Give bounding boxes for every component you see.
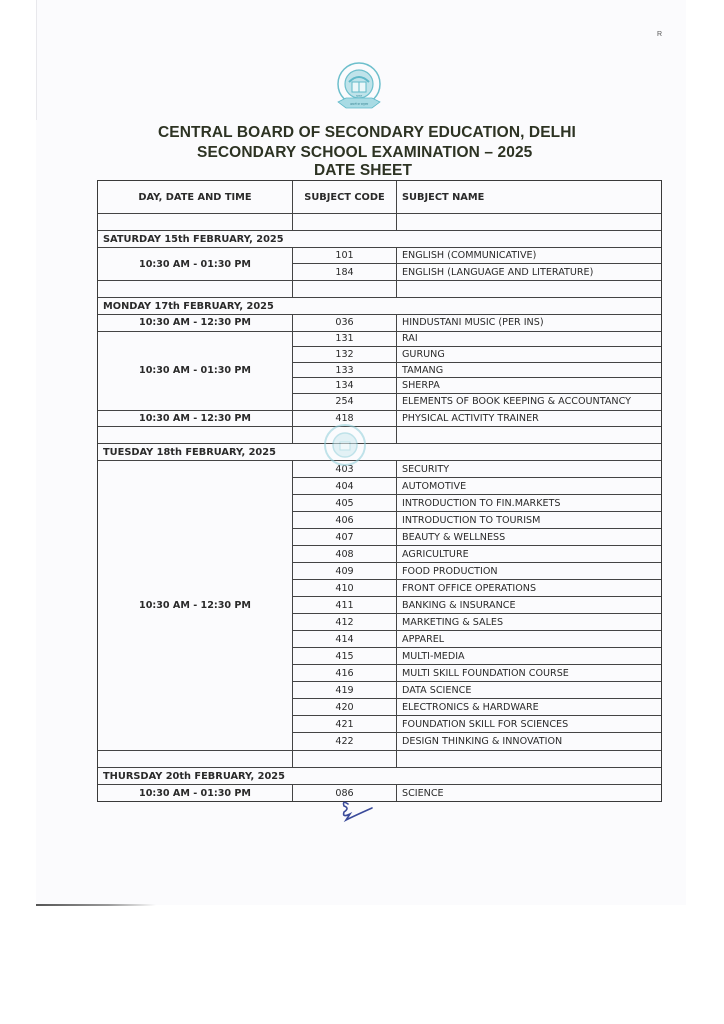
table-row [293,733,661,750]
subject-name: TAMANG [402,364,444,376]
table-row [293,363,661,379]
table-row [293,495,661,512]
date-sheet-table [97,180,662,802]
subject-name: FRONT OFFICE OPERATIONS [402,582,537,594]
blank-cell [98,281,293,297]
subject-code: 086 [293,785,397,801]
subject-code: 407 [293,529,397,545]
subject-code: 403 [293,461,397,477]
column-header-subject-code: SUBJECT CODE [293,181,397,213]
exam-time: 10:30 AM - 01:30 PM [98,332,293,410]
time-slot-group [98,411,661,428]
signature-mark-icon [338,796,378,826]
table-row [293,682,661,699]
subject-code: 132 [293,347,397,362]
cbse-emblem-icon [324,60,394,120]
time-slot-group [98,785,661,801]
blank-cell [98,214,293,230]
subject-code: 254 [293,394,397,410]
subject-name: ELECTRONICS & HARDWARE [402,701,539,713]
subject-name: GURUNG [402,348,445,360]
subject-name: MULTI-MEDIA [402,650,465,662]
table-row [293,546,661,563]
table-row [293,597,661,614]
emblem-center-text: भारत [355,94,363,98]
table-row [293,580,661,597]
exam-title: SECONDARY SCHOOL EXAMINATION – 2025 [197,144,533,161]
subject-name: FOUNDATION SKILL FOR SCIENCES [402,718,569,730]
column-header-day-date-time: DAY, DATE AND TIME [98,181,293,213]
page-marker: R [657,31,663,38]
day-date-row: MONDAY 17th FEBRUARY, 2025 [98,298,661,315]
subject-list [293,248,661,280]
subject-name: INTRODUCTION TO FIN.MARKETS [402,497,561,509]
table-header-row [98,181,661,214]
subject-list [293,315,661,331]
day-date-row: SATURDAY 15th FEBRUARY, 2025 [98,231,661,248]
subject-name: APPAREL [402,633,445,645]
exam-time: 10:30 AM - 01:30 PM [98,785,293,801]
time-slot-group [98,315,661,332]
subject-name: ENGLISH (LANGUAGE AND LITERATURE) [402,266,594,278]
subject-name: DATA SCIENCE [402,684,472,696]
subject-code: 133 [293,363,397,378]
subject-code: 405 [293,495,397,511]
subject-code: 418 [293,411,397,427]
subject-code: 419 [293,682,397,698]
subject-name: BEAUTY & WELLNESS [402,531,506,543]
blank-cell [98,751,293,767]
table-row [293,665,661,682]
table-row [293,264,661,280]
table-row [293,563,661,580]
subject-code: 036 [293,315,397,331]
subject-name: BANKING & INSURANCE [402,599,516,611]
subject-code: 420 [293,699,397,715]
blank-row [98,751,661,768]
table-row [293,478,661,495]
sheet-title: DATE SHEET [314,162,413,179]
blank-cell [397,427,661,443]
subject-code: 406 [293,512,397,528]
blank-cell [397,214,661,230]
day-date-row: TUESDAY 18th FEBRUARY, 2025 [98,444,661,461]
subject-name: SCIENCE [402,787,444,799]
subject-code: 404 [293,478,397,494]
subject-code: 415 [293,648,397,664]
table-row [293,248,661,264]
cbse-watermark-stamp-icon [320,420,370,470]
subject-name: SECURITY [402,463,450,475]
scan-edge-bottom [36,904,156,906]
subject-name: PHYSICAL ACTIVITY TRAINER [402,412,539,424]
table-row [293,378,661,394]
exam-time: 10:30 AM - 12:30 PM [98,411,293,427]
subject-name: AGRICULTURE [402,548,469,560]
time-slot-group [98,461,661,751]
subject-code: 184 [293,264,397,280]
subject-name: SHERPA [402,380,440,392]
subject-code: 414 [293,631,397,647]
subject-code: 412 [293,614,397,630]
blank-row [98,427,661,444]
subject-list [293,332,661,410]
table-row [293,631,661,648]
subject-code: 421 [293,716,397,732]
table-row [293,315,661,331]
table-row [293,394,661,410]
exam-time: 10:30 AM - 12:30 PM [98,461,293,750]
blank-cell [293,281,397,297]
subject-code: 409 [293,563,397,579]
subject-code: 410 [293,580,397,596]
subject-code: 411 [293,597,397,613]
subject-code: 416 [293,665,397,681]
column-header-subject-name: SUBJECT NAME [402,191,485,203]
subject-name: HINDUSTANI MUSIC (PER INS) [402,317,544,329]
day-date-row: THURSDAY 20th FEBRUARY, 2025 [98,768,661,785]
subject-code: 131 [293,332,397,347]
subject-name: MARKETING & SALES [402,616,504,628]
time-slot-group [98,248,661,281]
subject-name: INTRODUCTION TO TOURISM [402,514,541,526]
emblem-banner-text: असतो मा सद्गमय [349,102,369,106]
subject-name: FOOD PRODUCTION [402,565,498,577]
scan-edge-left [36,0,37,120]
subject-code: 422 [293,733,397,750]
table-row [293,529,661,546]
table-row [293,512,661,529]
subject-name: DESIGN THINKING & INNOVATION [402,736,563,748]
blank-cell [293,214,397,230]
blank-cell [397,281,661,297]
time-slot-group [98,332,661,411]
subject-name: MULTI SKILL FOUNDATION COURSE [402,667,569,679]
subject-name: RAI [402,333,418,345]
table-row [293,716,661,733]
subject-name: AUTOMOTIVE [402,480,467,492]
exam-time: 10:30 AM - 12:30 PM [98,315,293,331]
blank-row [98,214,661,231]
subject-list [293,461,661,750]
table-row [293,699,661,716]
board-title: CENTRAL BOARD OF SECONDARY EDUCATION, DELHI [158,124,576,141]
blank-cell [98,427,293,443]
subject-name: ENGLISH (COMMUNICATIVE) [402,250,537,261]
subject-code: 101 [293,248,397,263]
table-row [293,332,661,348]
subject-code: 408 [293,546,397,562]
table-row [293,614,661,631]
blank-cell [397,751,661,767]
subject-name: ELEMENTS OF BOOK KEEPING & ACCOUNTANCY [402,396,631,408]
table-row [293,648,661,665]
blank-row [98,281,661,298]
exam-time: 10:30 AM - 01:30 PM [98,248,293,280]
table-row [293,347,661,363]
blank-cell [293,751,397,767]
subject-code: 134 [293,378,397,393]
